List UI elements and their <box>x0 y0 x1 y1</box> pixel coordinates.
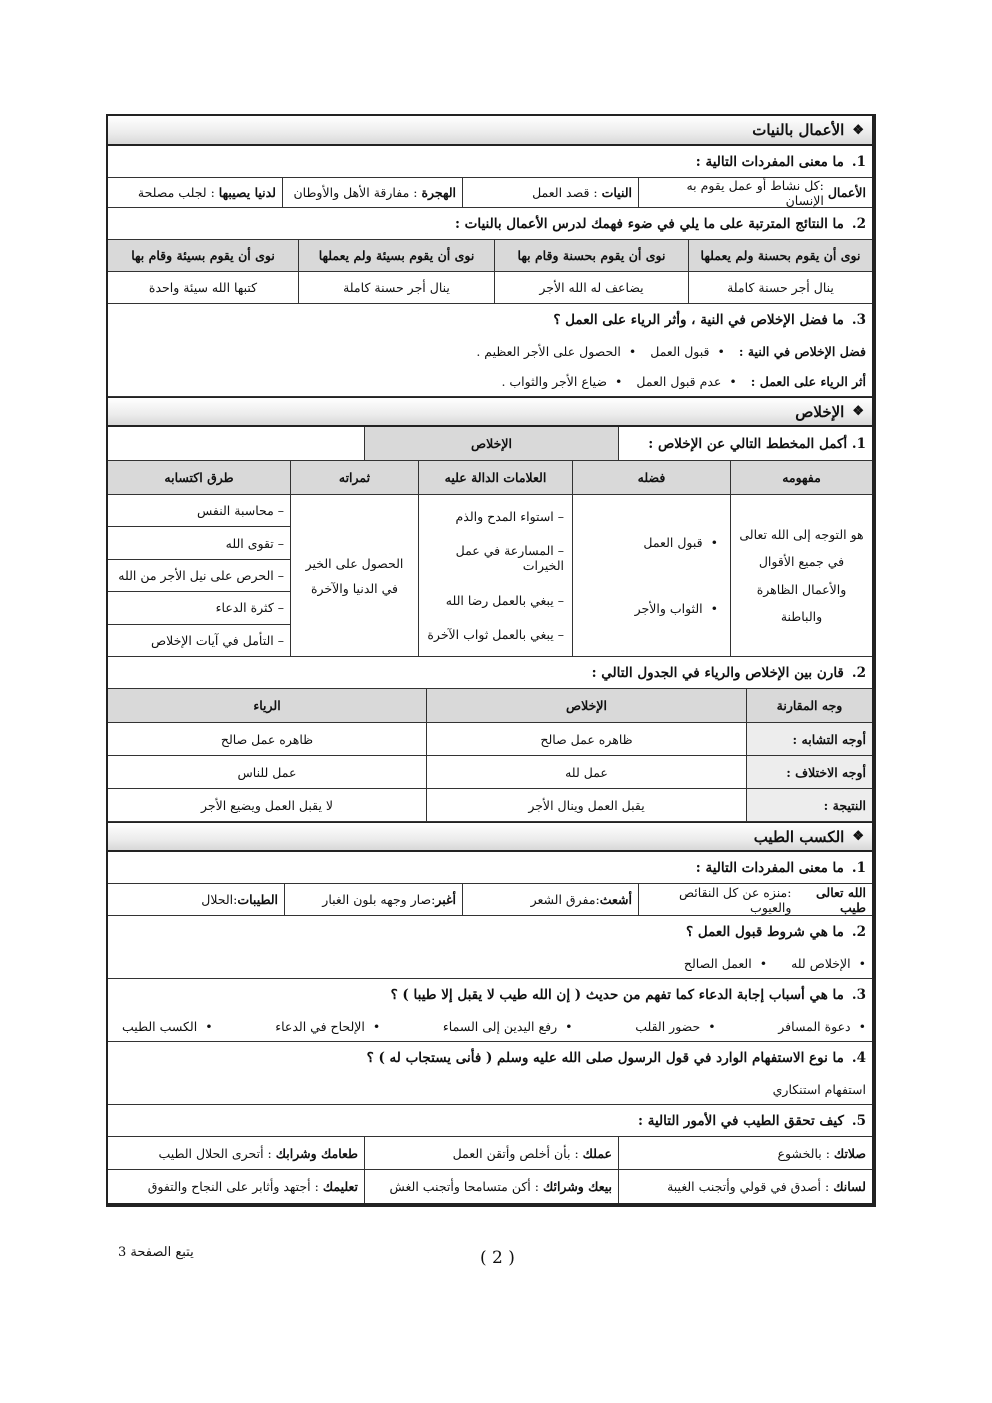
question: 2. قارن بين الإخلاص والرياء في الجدول التالي : <box>108 657 872 689</box>
results-header-row: نوى أن يقوم بحسنة ولم يعملها نوى أن يقوم بحسنة وقام بها نوى أن يقوم بسيئة ولم يعملها نوى أن يقوم بسيئة وقام بها <box>108 240 872 272</box>
diamond-bullet-icon: ❖ <box>852 122 864 138</box>
section-header: ❖ الكسب الطيب <box>108 822 872 852</box>
question-block: 2. ما هي شروط قبول العمل ؟ • الإخلاص لله • العمل الصالح <box>108 916 872 979</box>
q5-row: لسانك : أصدق في قولي وأتجنب الغيبة بيعك وشرائك : أكن متسامحا وأتجنب الغش تعليمك : أجتهد وأثابر على النجاح والتفوق <box>108 1170 872 1203</box>
diagram-title-row: 1. أكمل المخطط التالي عن الإخلاص : الإخلاص <box>108 427 872 461</box>
results-value-row: ينال أجر حسنة كاملة يضاعف له الله الأجر ينال أجر حسنة كاملة كتبها الله سيئة واحدة <box>108 272 872 304</box>
section-header: ❖ الإخلاص <box>108 397 872 427</box>
vocab-row: الله تعالى طيب :منزه عن كل النقائص والعيوب أشعث :مفرق الشعر أغبر :صار وجهه بلون الغبار الطيبات :الحلال <box>108 884 872 916</box>
worksheet-frame <box>106 114 876 1207</box>
next-page-note: يتبع الصفحة 3 <box>118 1245 194 1260</box>
section-title: الأعمال بالنيات <box>752 121 845 139</box>
question-block: 3. ما هي أسباب إجابة الدعاء كما تفهم من حديث ( إن الله طيب لا يقبل إلا طيبا ) ؟ • دعوة المسافر • حضور القلب • رفع اليدين إلى السماء • الإلحاح في الدعاء • الكسب الطيب <box>108 979 872 1042</box>
compare-row: النتيجة : يقبل العمل وينال الأجر لا يقبل العمل ويضيع الأجر <box>108 789 872 822</box>
compare-header: وجه المقارنة الإخلاص الرياء <box>108 689 872 723</box>
section-header <box>108 116 872 146</box>
diagram-body: هو التوجه إلى الله تعالى في جميع الأقوال والأعمال الظاهرة والباطنة • قبول العمل • الثواب والأجر – استواء المدح والذم – المسارعة في عمل الخيرات – يبغي بالعمل رضا الله – يبغي بالعمل ثواب الآخرة الحصول على الخير في الدنيا والآخرة – محاسبة النفس – تقوى الله – الحرص على نيل الأجر من الله – كثرة الدعاء – التأمل في آيات الإخلاص <box>108 495 872 657</box>
q5-row: صلاتك : بالخشوع عملك : بأن أخلص وأتقن العمل طعامك وشرابك : أتحرى الحلال الطيب <box>108 1137 872 1170</box>
question: 2. ما النتائج المترتبة على ما يلي في ضوء فهمك لدرس الأعمال بالنيات : <box>108 208 872 240</box>
question: 1. ما معنى المفردات التالية : <box>108 852 872 884</box>
compare-row: أوجه التشابه : ظاهره عمل صالح ظاهره عمل صالح <box>108 723 872 756</box>
compare-row: أوجه الاختلاف : عمل لله عمل للناس <box>108 756 872 789</box>
diamond-bullet-icon: ❖ <box>852 404 864 419</box>
question: 1. ما معنى المفردات التالية : <box>108 146 872 178</box>
diagram-headers: مفهومه فضله العلامات الدالة عليه ثمراته طرق اكتسابه <box>108 461 872 495</box>
page-number: ( 2 ) <box>480 1248 515 1268</box>
vocab-row: الأعمال :كل نشاط أو عمل يقوم به الإنسان النيات : قصد العمل الهجرة : مفارقة الأهل والأوطان لدنيا يصيبها : لجلب مصلحة <box>108 178 872 208</box>
question-block: 4. ما نوع الاستفهام الوارد في قول الرسول صلى الله عليه وسلم ( فأنى يستجاب له ) ؟ استفهام استنكاري <box>108 1042 872 1105</box>
question: 5. كيف تحقق الطيب في الأمور التالية : <box>108 1105 872 1137</box>
diamond-bullet-icon: ❖ <box>852 829 864 844</box>
question-block: 3. ما فضل الإخلاص في النية ، وأثر الرياء على العمل ؟ فضل الإخلاص في النية : • قبول العمل • الحصول على الأجر العظيم . أثر الرياء على العمل : • عدم قبول العمل • ضياع الأجر والثواب . <box>108 304 872 397</box>
